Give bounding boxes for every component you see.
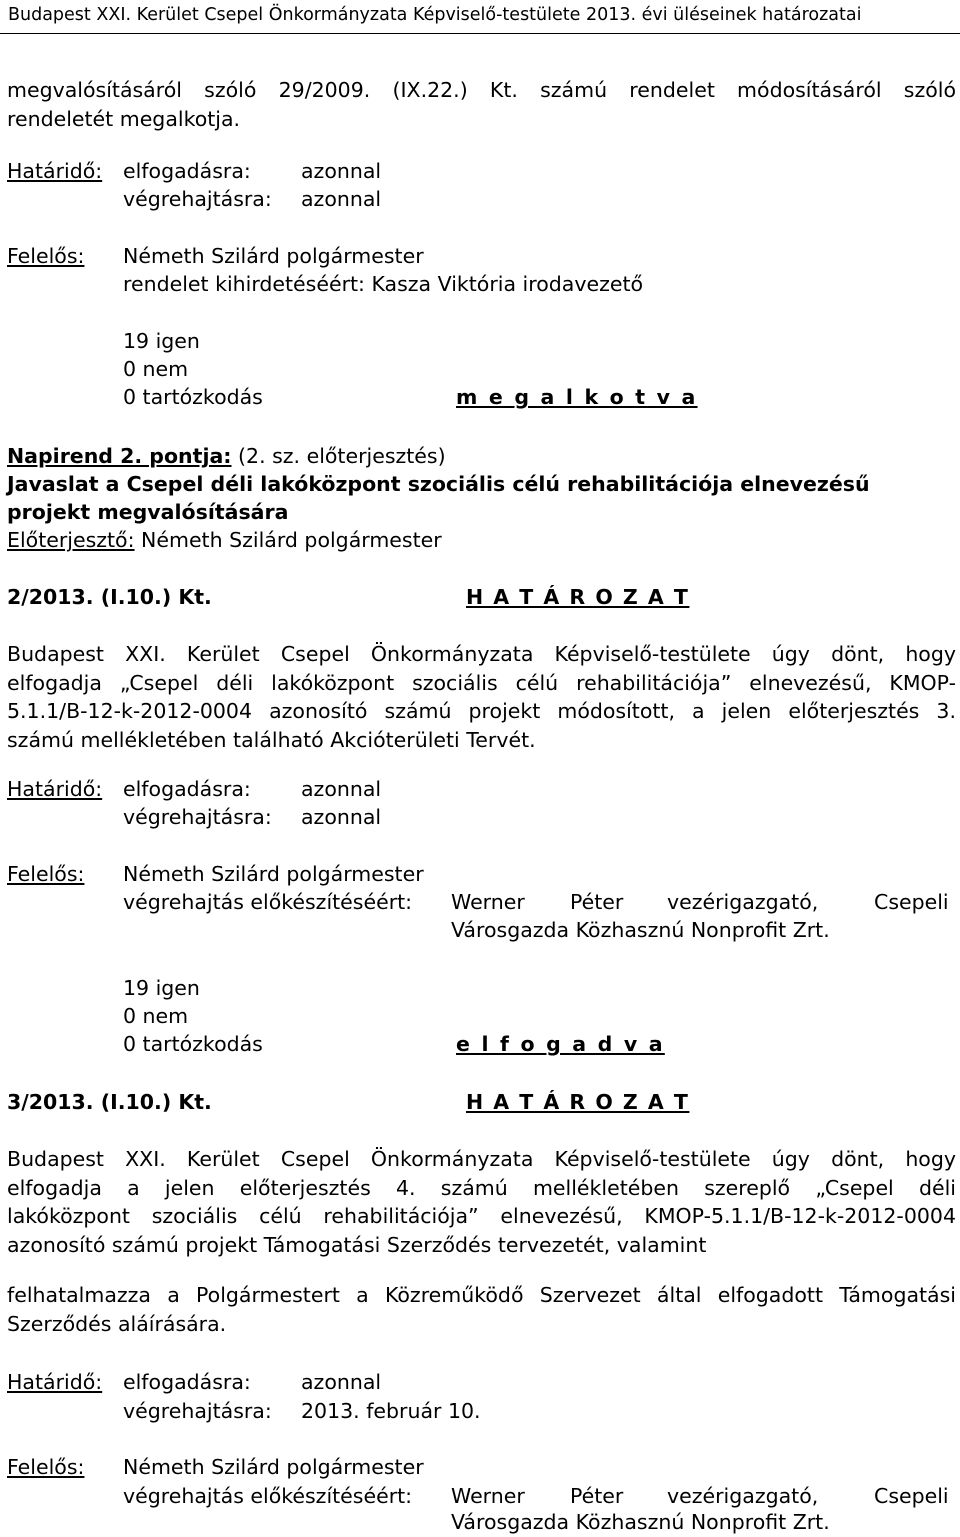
resolution-line: számú mellékletében található Akcióterületi Tervét. xyxy=(7,727,536,752)
felelos-label: Felelős: xyxy=(7,244,85,268)
presenter-line xyxy=(7,526,442,554)
felelos-org: Városgazda Közhasznú Nonprofit Zrt. xyxy=(451,1510,830,1534)
felelos-name: Németh Szilárd polgármester xyxy=(123,862,424,886)
resolution-line: felhatalmazza a Polgármestert a Közreműködő Szervezet által elfogadott Támogatási xyxy=(7,1283,956,1307)
resolution-line: Budapest XXI. Kerület Csepel Önkormányzata Képviselő-testülete úgy dönt, hogy xyxy=(7,642,956,666)
elfogadasra-label: elfogadásra: xyxy=(123,777,251,801)
intro-line: rendeletét megalkotja. xyxy=(7,106,241,131)
elfogadasra-label: elfogadásra: xyxy=(123,159,251,183)
resolution-text xyxy=(7,1281,956,1338)
felelos-name: rendelet kihirdetéséért: Kasza Viktória irodavezető xyxy=(123,272,644,296)
vote-yes: 19 igen xyxy=(123,976,200,1000)
resolution-line: Szerződés aláírására. xyxy=(7,1311,227,1336)
agenda-title: Javaslat a Csepel déli lakóközpont szociális célú rehabilitációja elnevezésű xyxy=(7,472,870,496)
vote-abstain: 0 tartózkodás xyxy=(123,385,263,409)
felelos-prep-word: vezérigazgató, xyxy=(667,890,819,914)
intro-line: megvalósításáról szóló 29/2009. (IX.22.) Kt. számú rendelet módosításáról szóló xyxy=(7,78,956,102)
felelos-prep-word: Péter xyxy=(570,1484,624,1508)
page-header: Budapest XXI. Kerület Csepel Önkormányzata Képviselő-testülete 2013. évi üléseinek határozatai xyxy=(0,0,960,34)
resolution-text xyxy=(7,640,956,754)
felelos-prep-word: Csepeli xyxy=(874,1484,949,1508)
felelos-prep-word: vezérigazgató, xyxy=(667,1484,819,1508)
felelos-org: Városgazda Közhasznú Nonprofit Zrt. xyxy=(451,918,830,942)
felelos-name: Németh Szilárd polgármester xyxy=(123,1455,424,1479)
felelos-prep-word: Werner xyxy=(451,890,525,914)
resolution-line: azonosító számú projekt Támogatási Szerződés tervezetét, valamint xyxy=(7,1232,707,1257)
result-status: e l f o g a d v a xyxy=(456,1032,665,1056)
felelos-prep-word: Csepeli xyxy=(874,890,949,914)
elfogadasra-label: elfogadásra: xyxy=(123,1370,251,1394)
vote-yes: 19 igen xyxy=(123,329,200,353)
felelos-prep-label: végrehajtás előkészítéséért: xyxy=(123,1484,413,1508)
agenda-line xyxy=(7,442,446,470)
vote-no: 0 nem xyxy=(123,357,189,381)
resolution-number: 2/2013. (I.10.) Kt. xyxy=(7,585,212,609)
agenda-title: projekt megvalósítására xyxy=(7,500,289,524)
resolution-line: Budapest XXI. Kerület Csepel Önkormányzata Képviselő-testülete úgy dönt, hogy xyxy=(7,1147,956,1171)
resolution-heading: H A T Á R O Z A T xyxy=(466,585,690,609)
vegrehajtasra-label: végrehajtásra: xyxy=(123,187,272,211)
presenter-name: Németh Szilárd polgármester xyxy=(134,528,442,552)
resolution-line: 5.1.1/B-12-k-2012-0004 azonosító számú projekt módosított, a jelen előterjesztés 3. xyxy=(7,699,956,723)
vegrehajtasra-label: végrehajtásra: xyxy=(123,1399,272,1423)
vote-abstain: 0 tartózkodás xyxy=(123,1032,263,1056)
felelos-label: Felelős: xyxy=(7,1455,85,1479)
elfogadasra-value: azonnal xyxy=(301,1370,382,1394)
felelos-prep-word: Werner xyxy=(451,1484,525,1508)
agenda-suffix: (2. sz. előterjesztés) xyxy=(231,444,446,468)
vote-no: 0 nem xyxy=(123,1004,189,1028)
felelos-prep-label: végrehajtás előkészítéséért: xyxy=(123,890,413,914)
vegrehajtasra-label: végrehajtásra: xyxy=(123,805,272,829)
resolution-heading: H A T Á R O Z A T xyxy=(466,1090,690,1114)
result-status: m e g a l k o t v a xyxy=(456,385,698,409)
elfogadasra-value: azonnal xyxy=(301,777,382,801)
felelos-label: Felelős: xyxy=(7,862,85,886)
vegrehajtasra-value: azonnal xyxy=(301,187,382,211)
hatarido-label: Határidő: xyxy=(7,1370,103,1394)
felelos-name: Németh Szilárd polgármester xyxy=(123,244,424,268)
resolution-line: lakóközpont szociális célú rehabilitációja” elnevezésű, KMOP-5.1.1/B-12-k-2012-0004 xyxy=(7,1204,956,1228)
felelos-prep-word: Péter xyxy=(570,890,624,914)
resolution-number: 3/2013. (I.10.) Kt. xyxy=(7,1090,212,1114)
resolution-text xyxy=(7,1145,956,1259)
intro-paragraph xyxy=(7,76,956,133)
presenter-label: Előterjesztő: xyxy=(7,528,135,552)
resolution-line: elfogadja „Csepel déli lakóközpont szociális célú rehabilitációja” elnevezésű, KMOP- xyxy=(7,670,956,695)
hatarido-label: Határidő: xyxy=(7,777,103,801)
resolution-line: elfogadja a jelen előterjesztés 4. számú mellékletében szereplő „Csepel déli xyxy=(7,1175,956,1200)
elfogadasra-value: azonnal xyxy=(301,159,382,183)
hatarido-label: Határidő: xyxy=(7,159,103,183)
vegrehajtasra-value: 2013. február 10. xyxy=(301,1399,481,1423)
agenda-label: Napirend 2. pontja: xyxy=(7,444,232,468)
vegrehajtasra-value: azonnal xyxy=(301,805,382,829)
